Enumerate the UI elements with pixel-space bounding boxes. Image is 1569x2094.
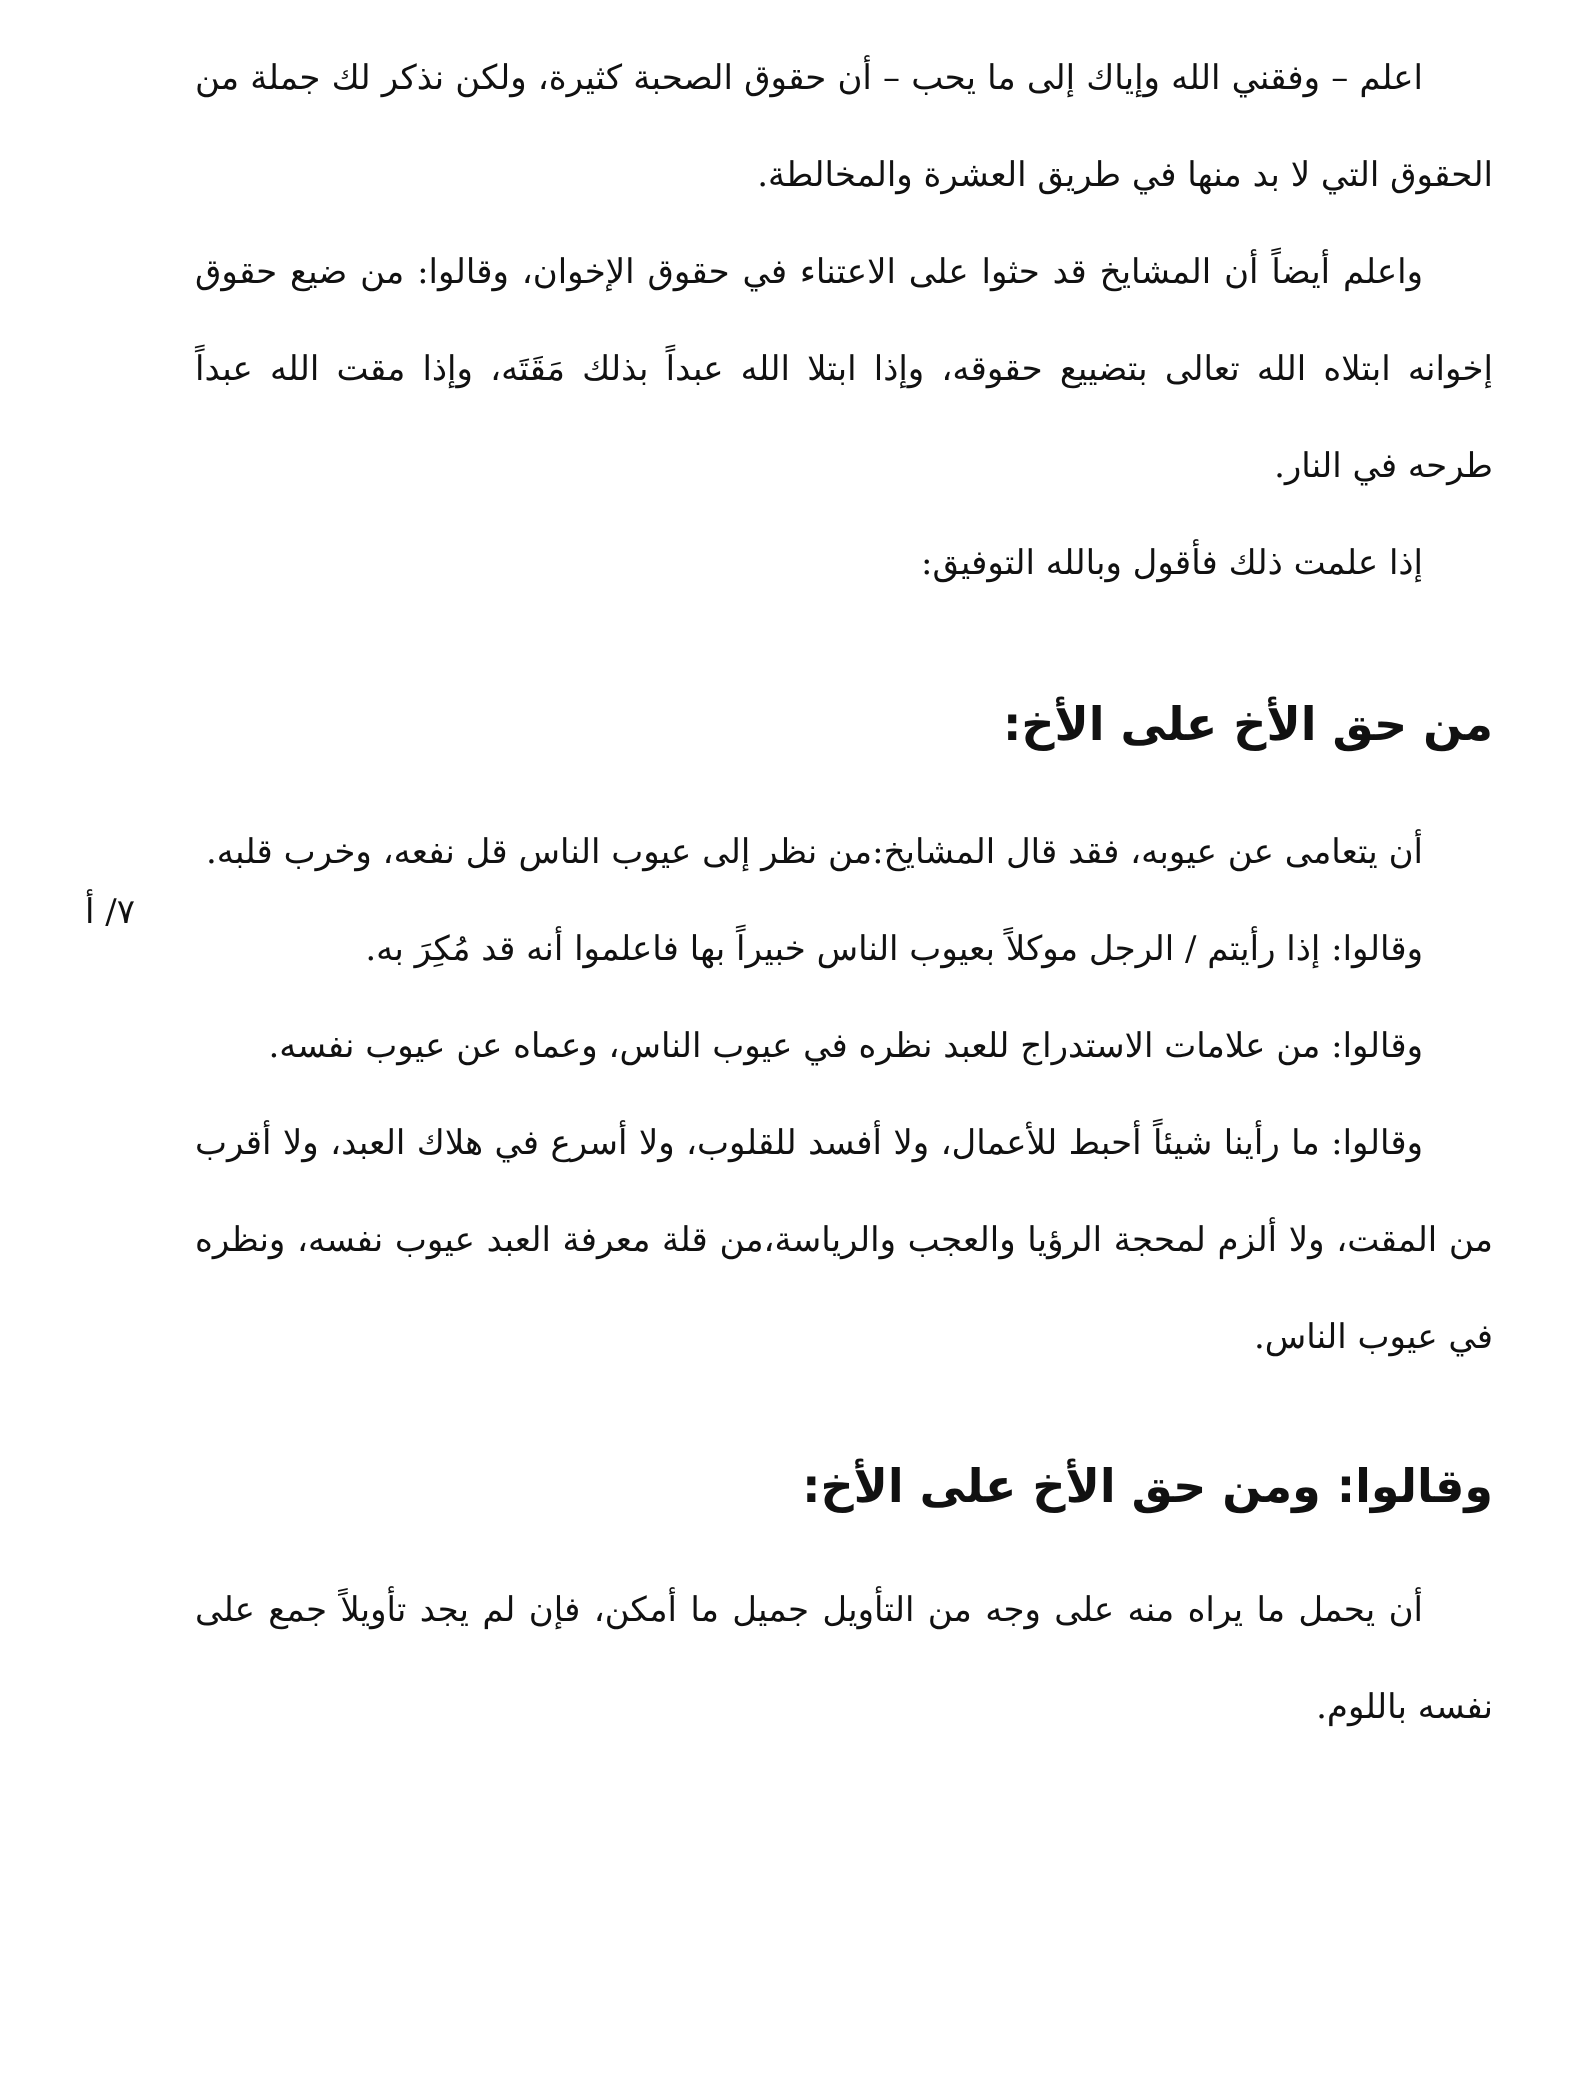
intro-paragraph-1: اعلم – وفقني الله وإياك إلى ما يحب – أن حقوق الصحبة كثيرة، ولكن نذكر لك جملة من الحقوق التي لا بد منها في طريق العشرة والمخالطة. (195, 58, 1493, 195)
section-heading-2: وقالوا: ومن حق الأخ على الأخ: (802, 1459, 1493, 1513)
section1-paragraph-4: وقالوا: ما رأينا شيئاً أحبط للأعمال، ولا أفسد للقلوب، ولا أسرع في هلاك العبد، ولا أقرب من المقت، ولا ألزم لمحجة الرؤيا والعجب والرياسة،من قلة معرفة العبد عيوب نفسه، ونظره في عيوب الناس. (195, 1123, 1493, 1357)
folio-margin-note: ٧/ أ (85, 892, 135, 932)
section2-paragraph-1: أن يحمل ما يراه منه على وجه من التأويل جميل ما أمكن، فإن لم يجد تأويلاً جمع على نفسه باللوم. (195, 1590, 1493, 1727)
section-heading-1: من حق الأخ على الأخ: (1002, 697, 1493, 751)
section1-paragraph-3: وقالوا: من علامات الاستدراج للعبد نظره في عيوب الناس، وعماه عن عيوب نفسه. (268, 1026, 1423, 1066)
section1-paragraph-2: وقالوا: إذا رأيتم / الرجل موكلاً بعيوب الناس خبيراً بها فاعلموا أنه قد مُكِرَ به. (365, 929, 1423, 969)
section1-paragraph-1: أن يتعامى عن عيوبه، فقد قال المشايخ:من نظر إلى عيوب الناس قل نفعه، وخرب قلبه. (205, 832, 1423, 872)
intro-paragraph-3: إذا علمت ذلك فأقول وبالله التوفيق: (921, 543, 1423, 583)
intro-paragraph-2: واعلم أيضاً أن المشايخ قد حثوا على الاعتناء في حقوق الإخوان، وقالوا: من ضيع حقوق إخوانه ابتلاه الله تعالى بتضييع حقوقه، وإذا ابتلا الله عبداً بذلك مَقَتَه، وإذا مقت الله عبداً طرحه في النار. (195, 252, 1493, 486)
document-page (195, 30, 1493, 1756)
